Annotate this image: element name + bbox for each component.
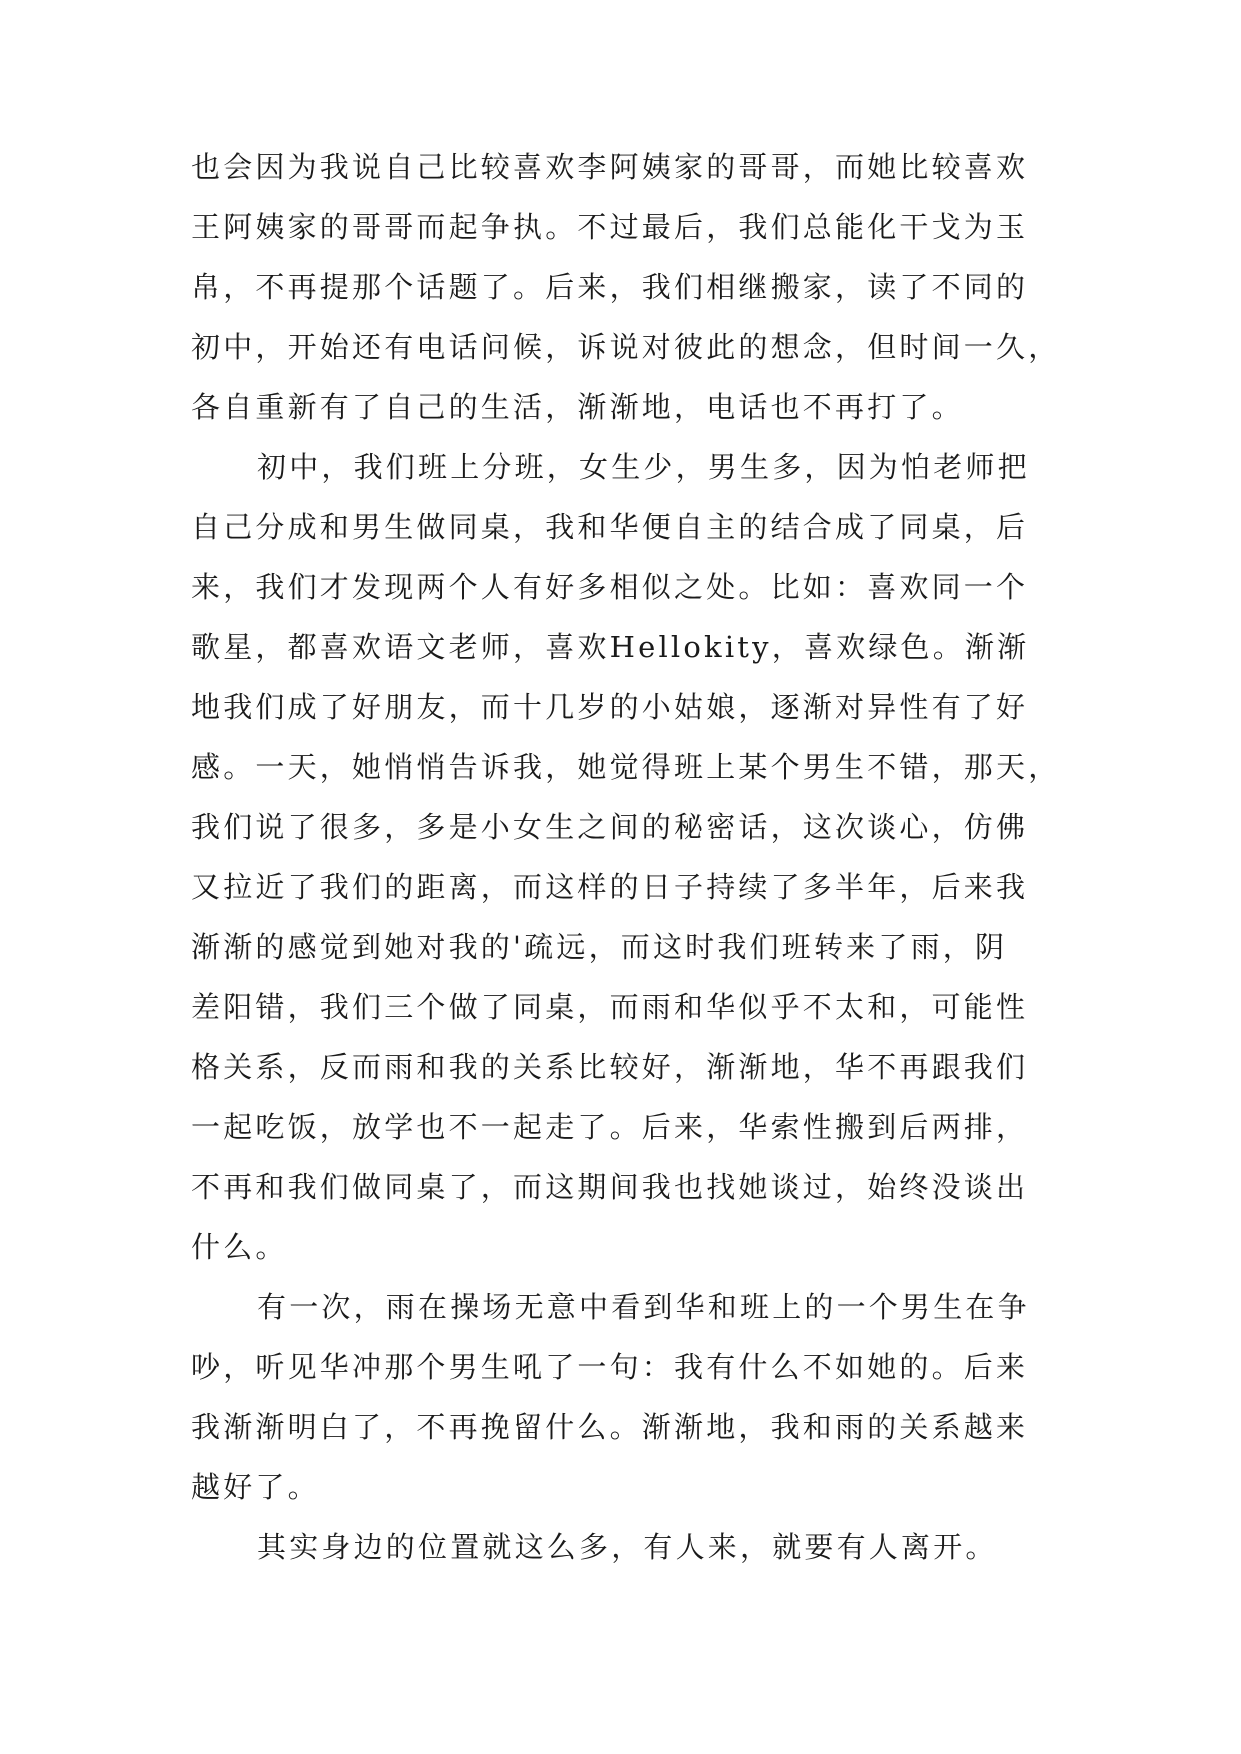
paragraph-first-line: 初中，我们班上分班，女生少，男生多，因为怕老师把 xyxy=(257,450,1030,484)
text-line: 歌星，都喜欢语文老师，喜欢Hellokity，喜欢绿色。渐渐 xyxy=(191,630,1030,664)
text-line: 什么。 xyxy=(191,1230,288,1264)
text-line: 感。一天，她悄悄告诉我，她觉得班上某个男生不错，那天， xyxy=(191,750,1061,784)
text-line: 自己分成和男生做同桌，我和华便自主的结合成了同桌，后 xyxy=(191,510,1029,544)
text-line: 帛，不再提那个话题了。后来，我们相继搬家，读了不同的 xyxy=(191,270,1029,304)
text-line: 王阿姨家的哥哥而起争执。不过最后，我们总能化干戈为玉 xyxy=(191,210,1029,244)
text-line: 地我们成了好朋友，而十几岁的小姑娘，逐渐对异性有了好 xyxy=(191,690,1029,724)
text-line: 越好了。 xyxy=(191,1470,320,1504)
text-line: 又拉近了我们的距离，而这样的日子持续了多半年，后来我 xyxy=(191,870,1029,904)
paragraph-first-line: 其实身边的位置就这么多，有人来，就要有人离开。 xyxy=(257,1530,998,1564)
text-line: 差阳错，我们三个做了同桌，而雨和华似乎不太和，可能性 xyxy=(191,990,1029,1024)
text-line: 渐渐的感觉到她对我的'疏远，而这时我们班转来了雨，阴 xyxy=(191,930,1008,964)
text-line: 初中，开始还有电话问候，诉说对彼此的想念，但时间一久， xyxy=(191,330,1061,364)
text-line: 格关系，反而雨和我的关系比较好，渐渐地，华不再跟我们 xyxy=(191,1050,1029,1084)
text-line: 我渐渐明白了，不再挽留什么。渐渐地，我和雨的关系越来 xyxy=(191,1410,1029,1444)
text-line: 一起吃饭，放学也不一起走了。后来，华索性搬到后两排， xyxy=(191,1110,1029,1144)
text-line: 来，我们才发现两个人有好多相似之处。比如：喜欢同一个 xyxy=(191,570,1029,604)
text-line: 我们说了很多，多是小女生之间的秘密话，这次谈心，仿佛 xyxy=(191,810,1029,844)
text-line: 也会因为我说自己比较喜欢李阿姨家的哥哥，而她比较喜欢 xyxy=(191,150,1029,184)
text-line: 不再和我们做同桌了，而这期间我也找她谈过，始终没谈出 xyxy=(191,1170,1029,1204)
text-line: 各自重新有了自己的生活，渐渐地，电话也不再打了。 xyxy=(191,390,964,424)
paragraph-first-line: 有一次，雨在操场无意中看到华和班上的一个男生在争 xyxy=(257,1290,1030,1324)
text-line: 吵，听见华冲那个男生吼了一句：我有什么不如她的。后来 xyxy=(191,1350,1029,1384)
